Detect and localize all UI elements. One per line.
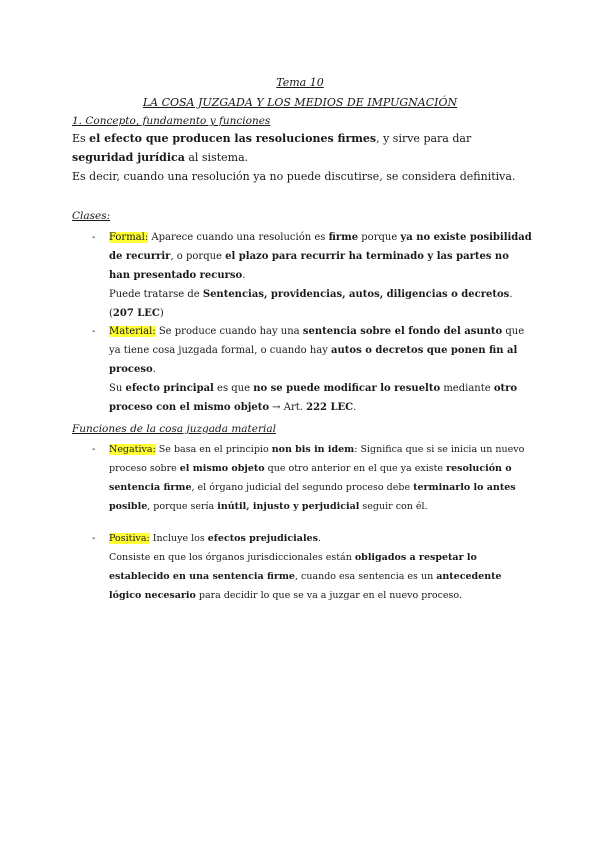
- text: que otro anterior en el que ya existe: [264, 463, 447, 474]
- text: , porque sería: [147, 501, 218, 512]
- text: Consiste en que los órganos jurisdiccionales están: [109, 552, 355, 563]
- list-item-negativa: [92, 440, 532, 516]
- text: porque: [358, 232, 401, 243]
- bold-text: el efecto que producen las resoluciones firmes: [89, 132, 377, 145]
- bold-text: no se puede modificar lo resuelto: [253, 383, 441, 394]
- text: mediante: [440, 383, 494, 394]
- list-item-material: [92, 322, 532, 417]
- text: Puede tratarse de: [109, 289, 203, 300]
- funciones-heading: Funciones de la cosa juzgada material: [72, 423, 276, 435]
- text: , el órgano judicial del segundo proceso debe: [191, 482, 414, 493]
- text: seguir con él.: [359, 501, 428, 512]
- text: Es decir, cuando una resolución ya no puede discutirse, se considera definitiva.: [72, 170, 516, 183]
- list-dash: -: [92, 533, 96, 544]
- bold-text: 222 LEC: [306, 402, 354, 413]
- text: Es: [72, 132, 90, 145]
- highlighted-label: Positiva:: [109, 533, 150, 544]
- highlighted-label: Negativa:: [109, 444, 156, 455]
- bold-text: el plazo para recurrir ha terminado y las partes no han presentado recurso: [109, 251, 509, 281]
- bold-text: autos o decretos que ponen fin al proceso: [109, 345, 518, 375]
- highlighted-label: Formal:: [109, 232, 149, 243]
- text: es que: [213, 383, 254, 394]
- section-heading: 1. Concepto, fundamento y funciones: [72, 115, 271, 127]
- highlighted-label: Material:: [109, 326, 156, 337]
- document-title: LA COSA JUZGADA Y LOS MEDIOS DE IMPUGNACIÓN: [142, 96, 458, 109]
- text: Su: [109, 383, 126, 394]
- bold-text: 207 LEC: [112, 308, 160, 319]
- list-item-positiva: [92, 529, 532, 605]
- list-item-formal: [92, 228, 532, 323]
- clases-heading: Clases:: [72, 210, 111, 222]
- tema-number: Tema 10: [276, 76, 324, 89]
- text: , cuando esa sentencia es un: [294, 571, 437, 582]
- text: → Art.: [269, 402, 307, 413]
- bold-text: terminarlo lo antes posible: [109, 482, 516, 512]
- text: Incluye los: [149, 533, 208, 544]
- bold-text: Sentencias, providencias, autos, diligencias o decretos: [202, 289, 510, 300]
- text: ): [159, 308, 164, 319]
- bold-text: sentencia sobre el fondo del asunto: [302, 326, 503, 337]
- bold-text: seguridad jurídica: [72, 151, 185, 164]
- bold-text: firme: [328, 232, 359, 243]
- bold-text: non bis in idem: [271, 444, 355, 455]
- bold-text: otro proceso con el mismo objeto: [109, 383, 518, 413]
- list-dash: -: [92, 444, 96, 455]
- text: .: [317, 533, 321, 544]
- list-dash: -: [92, 326, 96, 337]
- text: : Significa que si se inicia un nuevo proceso sobre: [109, 444, 525, 474]
- bold-text: efecto principal: [125, 383, 214, 394]
- bold-text: inútil, injusto y perjudicial: [217, 501, 360, 512]
- text: Aparece cuando una resolución es: [148, 232, 329, 243]
- text: al sistema.: [184, 151, 249, 164]
- list-dash: -: [92, 232, 96, 243]
- text: , o porque: [170, 251, 226, 262]
- text: , y sirve para dar: [376, 132, 472, 145]
- bold-text: el mismo objeto: [179, 463, 265, 474]
- text: .: [152, 364, 156, 375]
- bold-text: efectos prejudiciales: [207, 533, 318, 544]
- bold-text: obligados a respetar lo establecido en una sentencia firme: [109, 552, 477, 582]
- bold-text: resolución o sentencia firme: [109, 463, 512, 493]
- bold-text: ya no existe posibilidad de recurrir: [109, 232, 532, 262]
- text: que ya tiene cosa juzgada formal, o cuando hay: [109, 326, 525, 356]
- text: para decidir lo que se va a juzgar en el nuevo proceso.: [195, 590, 462, 601]
- text: .: [353, 402, 357, 413]
- text: .: [242, 270, 246, 281]
- text: Se produce cuando hay una: [155, 326, 303, 337]
- text: Se basa en el principio: [155, 444, 272, 455]
- intro-paragraph: [72, 129, 532, 186]
- text: . (: [109, 289, 513, 319]
- bold-text: antecedente lógico necesario: [109, 571, 502, 601]
